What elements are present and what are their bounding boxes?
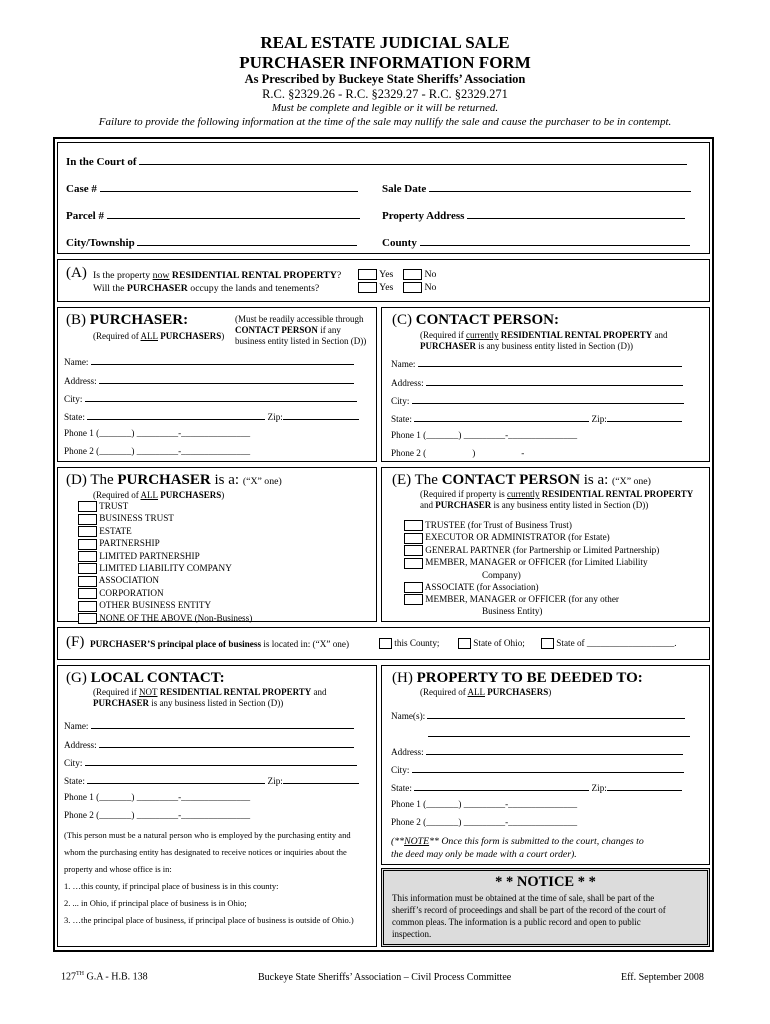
d-option[interactable]: TRUST — [78, 500, 252, 512]
e-option[interactable]: MEMBER, MANAGER or OFFICER (for any other — [404, 593, 659, 605]
parcel-label: Parcel # — [66, 210, 104, 222]
d-option[interactable]: OTHER BUSINESS ENTITY — [78, 599, 252, 611]
d-option[interactable]: CORPORATION — [78, 587, 252, 599]
g-name-row: Name: — [64, 719, 354, 731]
b-phone2[interactable]: Phone 2 (_______) _________-_______________ — [64, 446, 251, 456]
e-option[interactable]: MEMBER, MANAGER or OFFICER (for Limited Liability — [404, 556, 659, 568]
d-option[interactable]: LIMITED PARTNERSHIP — [78, 550, 252, 562]
h-state-zip-row: State: Zip: — [391, 781, 682, 793]
c-city-field[interactable] — [412, 394, 684, 404]
a2-no-checkbox[interactable] — [403, 282, 422, 293]
h-address-row: Address: — [391, 745, 683, 757]
section-b-note: (Must be readily accessible through CONTACT PERSON if any business entity listed in Section (D)) — [235, 314, 367, 346]
prescribed-by: As Prescribed by Buckeye State Sheriffs’ Association — [244, 72, 526, 86]
d-option[interactable]: NONE OF THE ABOVE (Non-Business) — [78, 612, 252, 624]
a1-no-option: No — [403, 269, 436, 280]
c-state-zip-row: State: Zip: — [391, 412, 682, 424]
section-f-letter: (F) — [66, 634, 85, 650]
section-f-question: PURCHASER’S principal place of business is located in: (“X” one) — [90, 639, 350, 649]
e-option[interactable]: ASSOCIATE (for Association) — [404, 581, 659, 593]
d-option[interactable]: BUSINESS TRUST — [78, 512, 252, 524]
g-city-row: City: — [64, 756, 357, 768]
section-d-heading: (D) The PURCHASER is a: (“X” one) — [66, 472, 282, 488]
b-address-row: Address: — [64, 374, 354, 386]
b-city-field[interactable] — [85, 392, 357, 402]
g-state-field[interactable] — [87, 774, 265, 784]
a1-yes-checkbox[interactable] — [358, 269, 377, 280]
section-d-requirement: (Required of ALL PURCHASERS) — [93, 490, 225, 500]
legibility-warning: Must be complete and legible or it will be returned. — [271, 102, 499, 114]
g-state-zip-row: State: Zip: — [64, 774, 359, 786]
section-h-requirement: (Required of ALL PURCHASERS) — [420, 687, 552, 697]
h-names-row: Name(s): — [391, 709, 685, 721]
h-names-field[interactable] — [427, 709, 685, 719]
e-option-continued: Company) — [482, 569, 521, 580]
h-phone1[interactable]: Phone 1 (_______) _________-_______________ — [391, 799, 578, 809]
a2-yes-option: Yes — [358, 282, 393, 293]
county-row — [382, 236, 690, 249]
form-subtitle: PURCHASER INFORMATION FORM — [239, 53, 531, 72]
section-a-letter: (A) — [66, 265, 87, 281]
g-address-row: Address: — [64, 738, 354, 750]
b-state-zip-row: State: Zip: — [64, 410, 359, 422]
section-c-heading: (C) CONTACT PERSON: — [392, 312, 559, 328]
sale-date-field[interactable] — [429, 182, 691, 192]
c-address-field[interactable] — [426, 376, 683, 386]
c-phone1[interactable]: Phone 1 (_______) _________-_______________ — [391, 430, 578, 440]
county-field[interactable] — [420, 236, 690, 246]
form-title: REAL ESTATE JUDICIAL SALE — [260, 33, 510, 52]
h-phone2[interactable]: Phone 2 (_______) _________-_______________ — [391, 817, 578, 827]
d-option[interactable]: LIMITED LIABILITY COMPANY — [78, 562, 252, 574]
section-c-requirement: (Required if currently RESIDENTIAL RENTAL PROPERTY and PURCHASER is any business entity listed in Section (D)) — [420, 330, 668, 351]
d-options-list — [78, 500, 252, 624]
g-city-field[interactable] — [85, 756, 357, 766]
h-city-row: City: — [391, 763, 684, 775]
property-address-field[interactable] — [467, 209, 685, 219]
sale-date-label: Sale Date — [382, 183, 427, 195]
c-name-row: Name: — [391, 357, 682, 369]
section-b-heading: (B) PURCHASER: — [66, 312, 189, 328]
section-g-heading: (G) LOCAL CONTACT: — [66, 670, 225, 686]
b-name-row: Name: — [64, 355, 354, 367]
b-city-row: City: — [64, 392, 357, 404]
section-e-heading: (E) The CONTACT PERSON is a: (“X” one) — [392, 472, 651, 488]
section-g-requirement: (Required if NOT RESIDENTIAL RENTAL PROPERTY and PURCHASER is any business listed in Section (D)) — [93, 687, 327, 708]
e-option-continued: Business Entity) — [482, 606, 543, 617]
h-state-field[interactable] — [414, 781, 589, 791]
c-address-row: Address: — [391, 376, 683, 388]
g-notes: (This person must be a natural person who is employed by the purchasing entity and whom the purchasing entity has designated to receive notices or inquiries about the property and whose office is in: 1. …this county, if principal place of business is in this county: 2. ... in Ohio, if principal place of business is in Ohio; 3. …the principal place of business, if principal place of business is outside of Ohio.) — [64, 830, 354, 925]
d-option[interactable]: ASSOCIATION — [78, 574, 252, 586]
c-city-row: City: — [391, 394, 684, 406]
a2-yes-checkbox[interactable] — [358, 282, 377, 293]
court-row — [66, 155, 687, 168]
b-address-field[interactable] — [99, 374, 354, 384]
court-label: In the Court of — [66, 156, 137, 168]
section-a-q1: Is the property now RESIDENTIAL RENTAL PROPERTY? — [93, 270, 342, 281]
city-township-row — [66, 236, 357, 249]
h-city-field[interactable] — [412, 763, 684, 773]
e-option[interactable]: EXECUTOR OR ADMINISTRATOR (for Estate) — [404, 531, 659, 543]
b-phone1[interactable]: Phone 1 (_______) _________-_______________ — [64, 428, 251, 438]
statutes: R.C. §2329.26 - R.C. §2329.27 - R.C. §2329.271 — [262, 87, 508, 101]
h-names-row-2 — [391, 727, 690, 739]
parcel-row — [66, 209, 360, 222]
footer-association: Buckeye State Sheriffs’ Association – Civil Process Committee — [258, 972, 512, 983]
county-label: County — [382, 237, 417, 249]
b-state-field[interactable] — [87, 410, 265, 420]
b-zip-field[interactable] — [283, 410, 359, 420]
g-zip-field[interactable] — [283, 774, 359, 784]
c-zip-field[interactable] — [607, 412, 682, 422]
section-h-heading: (H) PROPERTY TO BE DEEDED TO: — [392, 670, 643, 686]
g-address-field[interactable] — [99, 738, 354, 748]
h-note: (**NOTE** Once this form is submitted to the court, changes to the deed may only be made with a court order). — [391, 836, 644, 860]
f-ohio-option[interactable]: State of Ohio; — [458, 638, 525, 649]
sale-date-row — [382, 182, 691, 195]
e-option[interactable]: GENERAL PARTNER (for Partnership or Limited Partnership) — [404, 544, 659, 556]
g-name-field[interactable] — [91, 719, 354, 729]
h-zip-field[interactable] — [607, 781, 682, 791]
g-phone2[interactable]: Phone 2 (_______) _________-_______________ — [64, 810, 251, 820]
b-name-field[interactable] — [91, 355, 354, 365]
footer-bill: 127TH G.A - H.B. 138 — [61, 971, 148, 983]
case-row — [66, 182, 358, 195]
d-option[interactable]: ESTATE — [78, 525, 252, 537]
e-options-list — [404, 519, 659, 617]
section-b-requirement: (Required of ALL PURCHASERS) — [93, 331, 225, 341]
c-phone2[interactable]: Phone 2 ( ) - — [391, 448, 525, 458]
footer-effective-date: Eff. September 2008 — [621, 972, 704, 983]
city-township-label: City/Township — [66, 237, 135, 249]
parcel-field[interactable] — [107, 209, 360, 219]
e-option[interactable]: TRUSTEE (for Trust of Business Trust) — [404, 519, 659, 531]
contempt-warning: Failure to provide the following information at the time of the sale may nullify the sale and cause the purchaser to be in contempt. — [98, 116, 672, 128]
c-state-field[interactable] — [414, 412, 589, 422]
f-other-state-option[interactable]: State of ___________________. — [541, 638, 677, 649]
a1-no-checkbox[interactable] — [403, 269, 422, 280]
f-county-option[interactable]: this County; — [379, 638, 439, 649]
property-address-label: Property Address — [382, 210, 465, 222]
section-e-requirement: (Required if property is currently RESIDENTIAL RENTAL PROPERTY and PURCHASER is any business entity listed in Section (D)) — [420, 489, 694, 510]
property-address-row — [382, 209, 685, 222]
case-field[interactable] — [100, 182, 358, 192]
d-option[interactable]: PARTNERSHIP — [78, 537, 252, 549]
g-phone1[interactable]: Phone 1 (_______) _________-_______________ — [64, 792, 251, 802]
h-names-field-2[interactable] — [428, 727, 690, 737]
a1-yes-option: Yes — [358, 269, 393, 280]
section-a-q2: Will the PURCHASER occupy the lands and tenements? — [93, 283, 320, 294]
h-address-field[interactable] — [426, 745, 683, 755]
notice-title: * * NOTICE * * — [495, 874, 596, 890]
case-label: Case # — [66, 183, 97, 195]
court-field[interactable] — [139, 155, 687, 165]
c-name-field[interactable] — [418, 357, 682, 367]
a2-no-option: No — [403, 282, 436, 293]
notice-text: This information must be obtained at the time of sale, shall be part of the sheriff’s record of proceedings and shall be part of the record of the court of common pleas. The information is a public record and open to public inspection. — [392, 893, 666, 939]
city-township-field[interactable] — [137, 236, 357, 246]
